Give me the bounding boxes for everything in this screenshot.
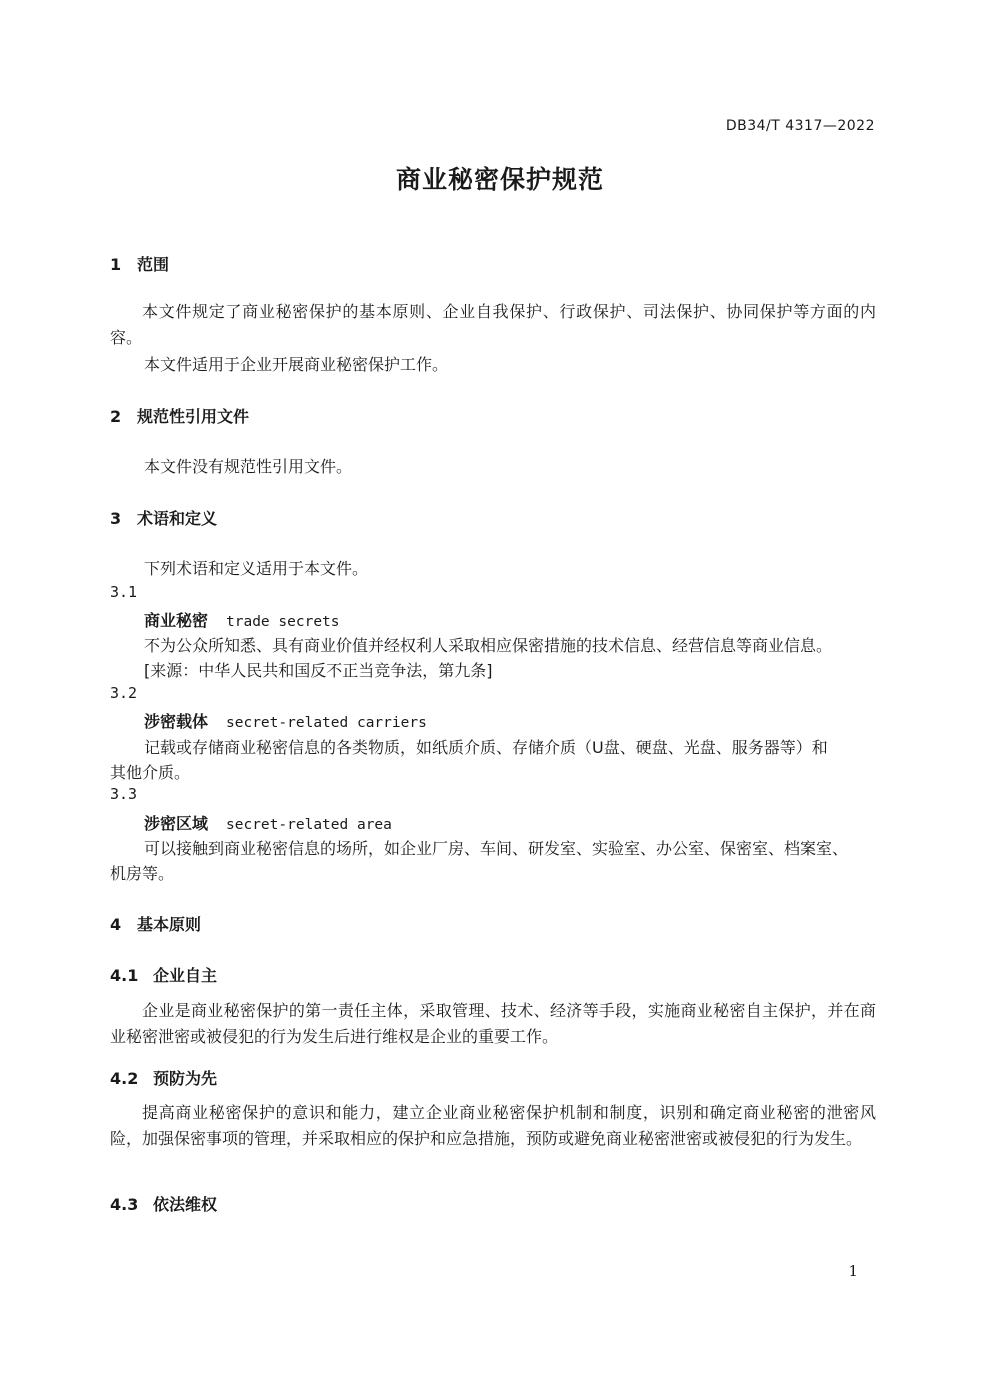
section-1-paragraph-2: 本文件适用于企业开展商业秘密保护工作。 [144, 355, 449, 374]
section-title: 规范性引用文件 [137, 407, 250, 426]
term-title [144, 608, 340, 631]
term-definition-continued: 其他介质。 [110, 763, 191, 782]
document-code: DB34/T 4317—2022 [725, 118, 875, 134]
term-chinese: 涉密区域 [144, 814, 209, 833]
subsection-number: 4.1 [110, 966, 139, 985]
subsection-4-2-paragraph: 提高商业秘密保护的意识和能力，建立企业商业秘密保护机制和制度，识别和确定商业秘密的泄密风险，加强保密事项的管理，并采取相应的保护和应急措施，预防或避免商业秘密泄密或被侵犯的行为发生。 [110, 1103, 876, 1148]
subsection-title: 依法维权 [153, 1195, 218, 1214]
section-title: 范围 [137, 255, 170, 274]
term-chinese: 商业秘密 [144, 611, 209, 630]
section-3-intro: 下列术语和定义适用于本文件。 [144, 559, 369, 578]
term-definition-continued: 机房等。 [110, 864, 175, 883]
section-number: 1 [110, 255, 122, 274]
section-1-heading [110, 252, 169, 275]
term-definition: 可以接触到商业秘密信息的场所，如企业厂房、车间、研发室、实验室、办公室、保密室、档案室、 [144, 839, 849, 858]
section-2-heading [110, 404, 249, 427]
subsection-4-2-heading [110, 1066, 217, 1089]
subsection-number: 4.3 [110, 1195, 139, 1214]
term-number: 3.2 [110, 684, 138, 702]
section-title: 基本原则 [137, 915, 202, 934]
section-3-heading [110, 506, 217, 529]
term-title [144, 811, 392, 834]
section-number: 4 [110, 915, 122, 934]
term-definition: 记载或存储商业秘密信息的各类物质，如纸质介质、存储介质（U盘、硬盘、光盘、服务器等）和 [144, 738, 828, 757]
subsection-4-1-heading [110, 963, 217, 986]
subsection-title: 预防为先 [153, 1069, 218, 1088]
term-english: trade secrets [226, 614, 340, 630]
term-title [144, 709, 427, 732]
section-2-paragraph: 本文件没有规范性引用文件。 [144, 457, 353, 476]
subsection-title: 企业自主 [153, 966, 218, 985]
section-number: 3 [110, 509, 122, 528]
page-number: 1 [848, 1262, 858, 1280]
term-source: [来源：中华人民共和国反不正当竞争法，第九条] [144, 661, 493, 680]
subsection-number: 4.2 [110, 1069, 139, 1088]
term-definition: 不为公众所知悉、具有商业价值并经权利人采取相应保密措施的技术信息、经营信息等商业信息。 [144, 636, 833, 655]
term-chinese: 涉密载体 [144, 712, 209, 731]
section-1-paragraph-1: 本文件规定了商业秘密保护的基本原则、企业自我保护、行政保护、司法保护、协同保护等方面的内容。 [110, 302, 876, 347]
term-english: secret-related area [226, 817, 392, 833]
section-4-heading [110, 912, 201, 935]
page-title: 商业秘密保护规范 [395, 165, 604, 194]
subsection-4-3-heading [110, 1192, 217, 1215]
section-title: 术语和定义 [137, 509, 218, 528]
term-english: secret-related carriers [226, 715, 427, 731]
section-number: 2 [110, 407, 122, 426]
term-number: 3.1 [110, 583, 138, 601]
term-number: 3.3 [110, 785, 138, 803]
subsection-4-1-paragraph: 企业是商业秘密保护的第一责任主体，采取管理、技术、经济等手段，实施商业秘密自主保护，并在商业秘密泄密或被侵犯的行为发生后进行维权是企业的重要工作。 [110, 1001, 876, 1046]
